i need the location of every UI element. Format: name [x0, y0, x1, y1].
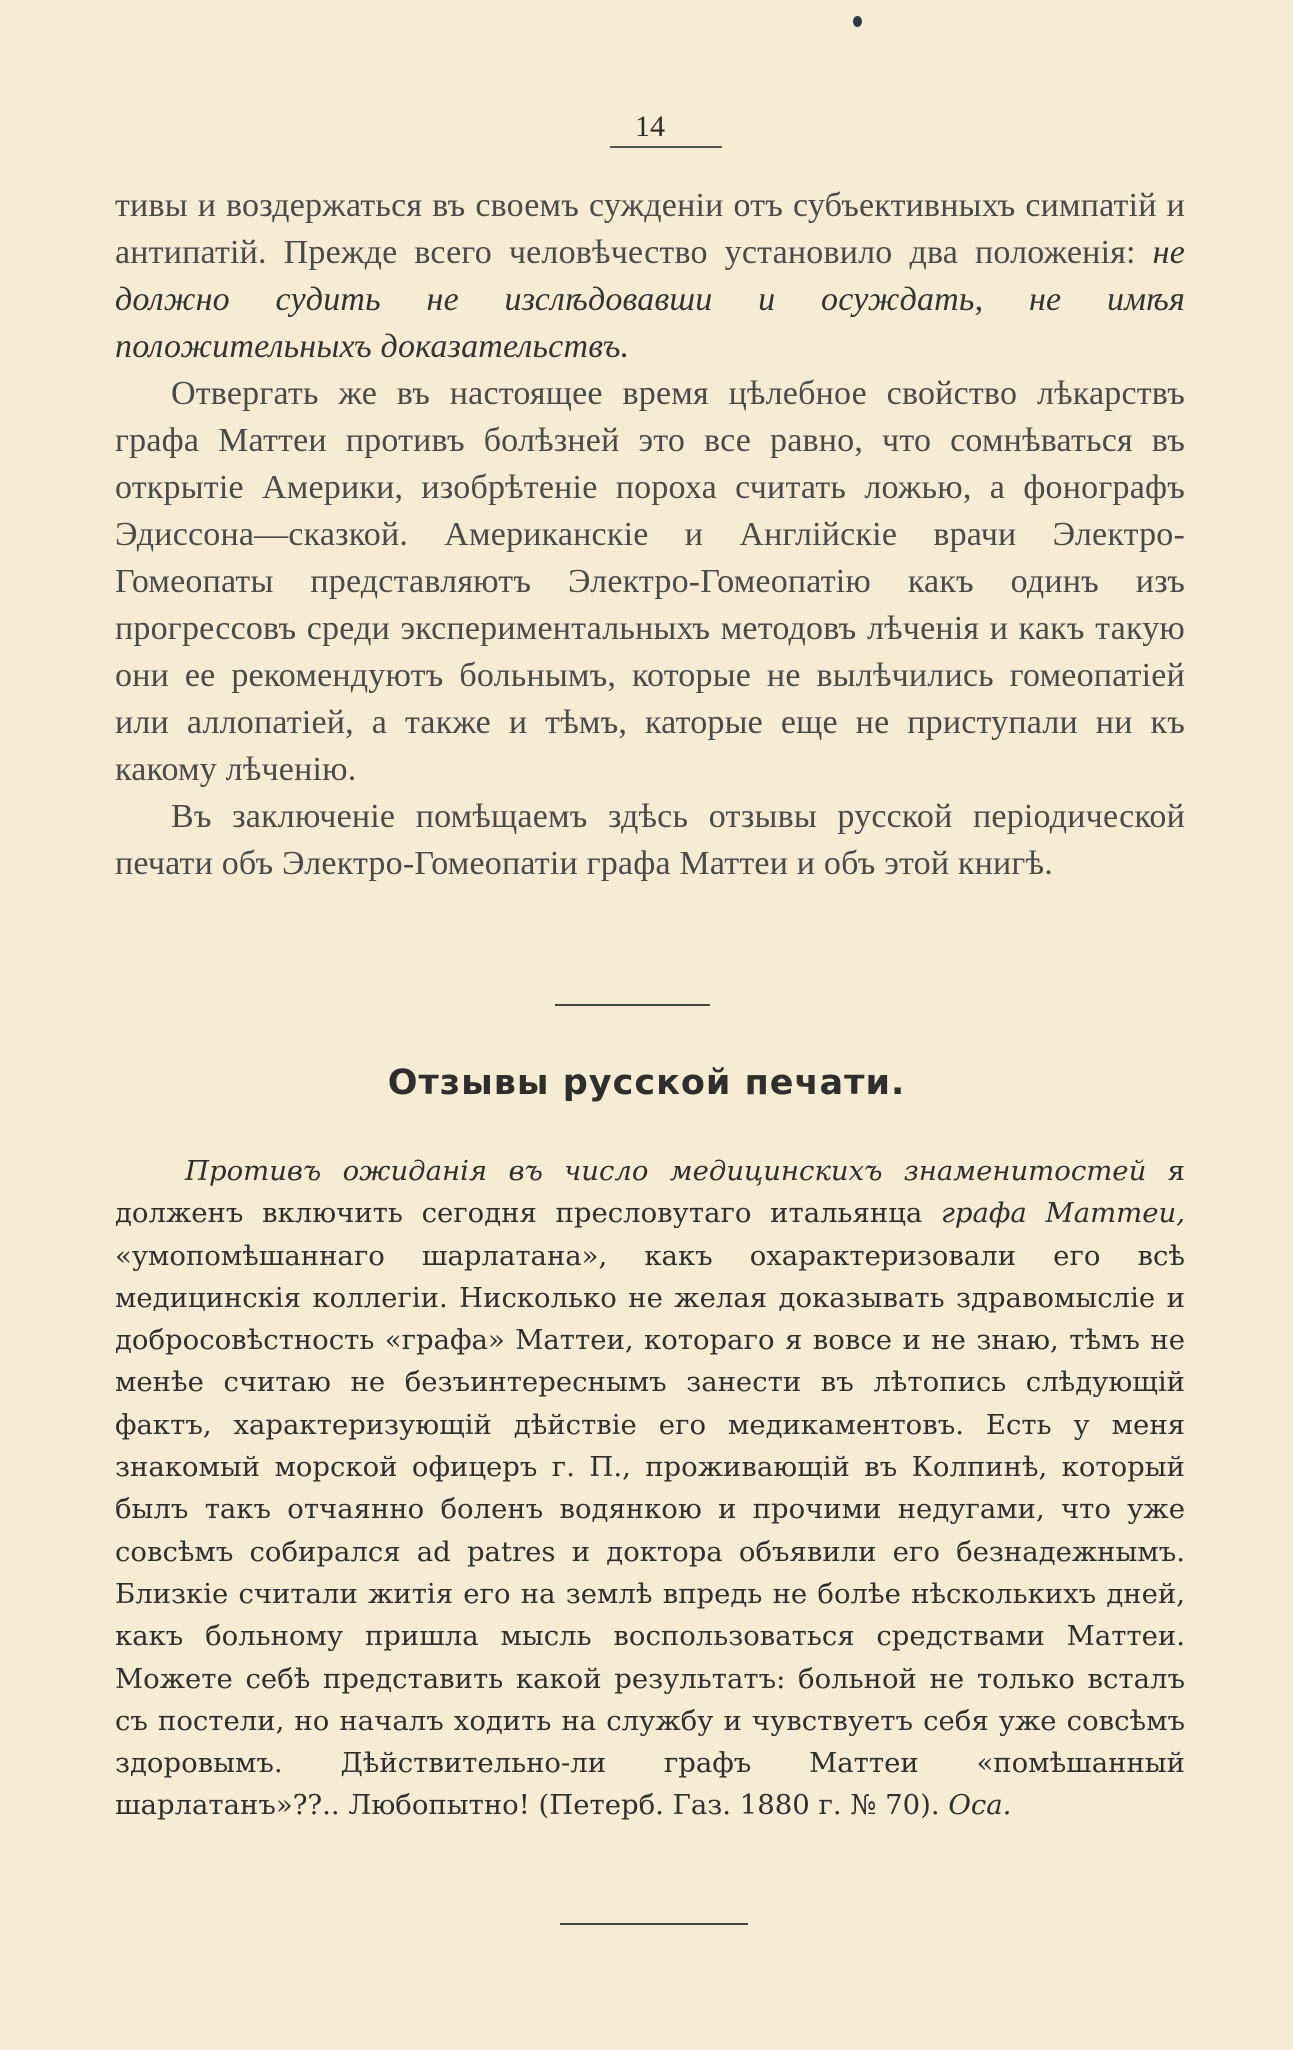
- page-number-rule: [610, 146, 722, 148]
- section-divider: [555, 1004, 710, 1006]
- review-text-part: я долженъ включить сегодня пресловутаго итальянца: [115, 1155, 1185, 1230]
- page-number: 14: [635, 110, 665, 143]
- paragraph-continuation: [115, 182, 1185, 370]
- paragraph-conclusion: Въ заключеніе помѣщаемъ здѣсь отзывы русской періодической печати объ Электро-Гомеопатіи графа Маттеи и объ этой книгѣ.: [115, 798, 1185, 882]
- review-text-part: «умопомѣшаннаго шарлатана», какъ охарактеризовали его всѣ медицинскія коллегіи. Нисколько не желая доказывать здравомысліе и добросовѣстность «графа» Маттеи, котораго я вовсе и не знаю, тѣмъ не менѣе считаю не безъинтереснымъ занести въ лѣтопись слѣдующій фактъ, характеризующій дѣйствіе его медикаментовъ. Есть у меня знакомый морской офицеръ г. П., проживающій въ Колпинѣ, который былъ такъ отчаянно боленъ водянкою и прочими недугами, что уже совсѣмъ собирался ad patres и доктора объявили его безнадежнымъ. Близкіе считали житія его на землѣ впредь не болѣе нѣсколькихъ дней, какъ больному пришла мысль воспользоваться средствами Маттеи. Можете себѣ представить какой результатъ: больной не только всталъ съ постели, но началъ ходить на службу и чувствуетъ себя уже совсѣмъ здоровымъ. Дѣйствительно-ли графъ Маттеи «помѣшанный шарлатанъ»??.. Любопытно! (Петерб. Газ. 1880 г. № 70).: [115, 1239, 1185, 1822]
- review-signature: Оса.: [948, 1789, 1012, 1822]
- paragraph-electro-homeopathy: Отвергать же въ настоящее время цѣлебное свойство лѣкарствъ графа Маттеи противъ болѣзней это все равно, что сомнѣваться въ открытіе Америки, изобрѣтеніе пороха считать ложью, а фонографъ Эдиссона—сказкой. Американскіе и Англійскіе врачи Электро-Гомеопаты представляютъ Электро-Гомеопатію какъ одинъ изъ прогрессовъ среди экспериментальныхъ методовъ лѣченія и какъ такую они ее рекомендуютъ больнымъ, которые не вылѣчились гомеопатіей или аллопатіей, а также и тѣмъ, каторые еще не приступали ни къ какому лѣченію.: [115, 375, 1185, 788]
- review-paragraph: [115, 1150, 1185, 1827]
- press-review: [115, 1150, 1185, 1827]
- review-count-italic: графа Маттеи,: [941, 1197, 1185, 1230]
- paragraph-text: тивы и воздержаться въ своемъ сужденіи отъ субъективныхъ симпатій и антипатій. Прежде всего человѣчество установило два положенія:: [115, 187, 1185, 271]
- ink-spot: [853, 16, 862, 27]
- italic-principle: не должно судить не изслѣдовавши и осуждать, не имѣя положительныхъ доказательствъ.: [115, 234, 1185, 365]
- review-intro-italic: Противъ ожиданія въ число медицинскихъ знаменитостей: [185, 1155, 1147, 1187]
- end-divider: [560, 1923, 748, 1925]
- section-heading: Отзывы русской печати.: [387, 1063, 906, 1103]
- main-text: [115, 182, 1185, 887]
